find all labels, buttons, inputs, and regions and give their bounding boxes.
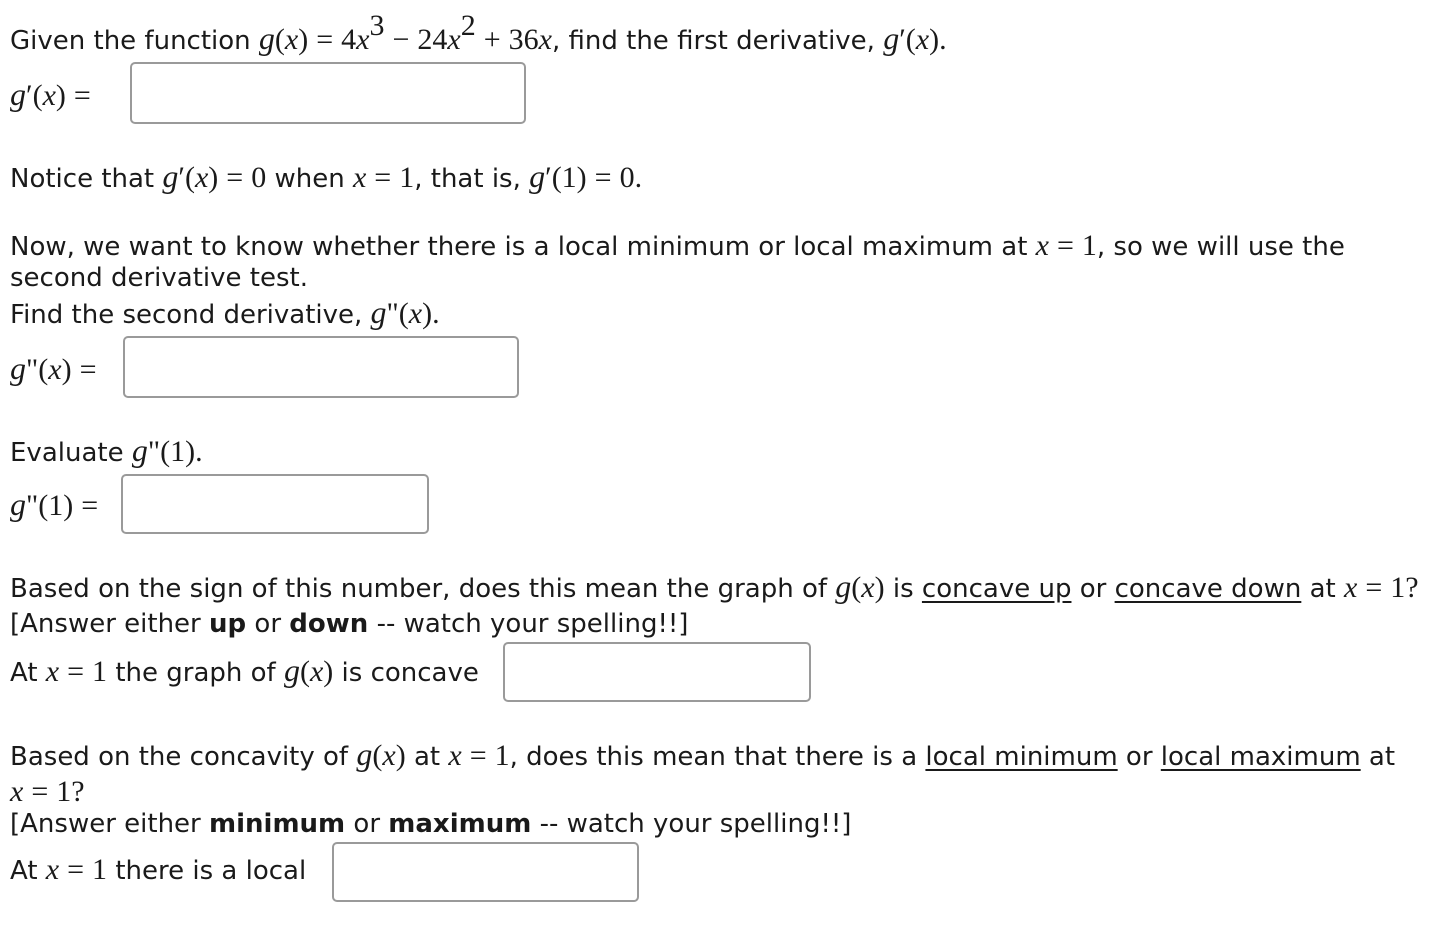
q5-line1: Based on the concavity of g(x) at x = 1, does this mean that there is a local minimum or local maximum at	[10, 736, 1396, 772]
extremum-type-input[interactable]	[332, 842, 639, 902]
q5-line2: x = 1?	[10, 775, 85, 808]
q4-line1: Based on the sign of this number, does this mean the graph of g(x) is concave up or concave down at x = 1?	[10, 568, 1419, 604]
concavity-input[interactable]	[503, 642, 811, 702]
q2-line1: Now, we want to know whether there is a local minimum or local maximum at x = 1, so we will use the	[10, 229, 1345, 262]
q1-prompt: Given the function $g(x) = 4x^3 - 24x^2 + 36x$, find the first derivative, g′(x).	[10, 9, 947, 56]
first-derivative-input[interactable]	[130, 62, 526, 124]
q5-line3: [Answer either minimum or maximum -- watch your spelling!!]	[10, 809, 852, 839]
q2-line3: Find the second derivative, g"(x).	[10, 294, 440, 330]
q5-line4: At x = 1 there is a local	[10, 853, 307, 886]
q2-line2: second derivative test.	[10, 263, 308, 293]
notice-text: Notice that g′(x) = 0 when x = 1, that is, g′(1) = 0.	[10, 158, 643, 194]
q1-answer-label: g′(x) =	[10, 76, 91, 112]
second-derivative-at-1-input[interactable]	[121, 474, 429, 534]
q3-prompt: Evaluate g"(1).	[10, 432, 203, 468]
q4-line3: At x = 1 the graph of g(x) is concave	[10, 652, 479, 688]
q4-line2: [Answer either up or down -- watch your spelling!!]	[10, 609, 689, 639]
second-derivative-input[interactable]	[123, 336, 519, 398]
q3-answer-label: g"(1) =	[10, 486, 99, 522]
q2-answer-label: g"(x) =	[10, 350, 97, 386]
